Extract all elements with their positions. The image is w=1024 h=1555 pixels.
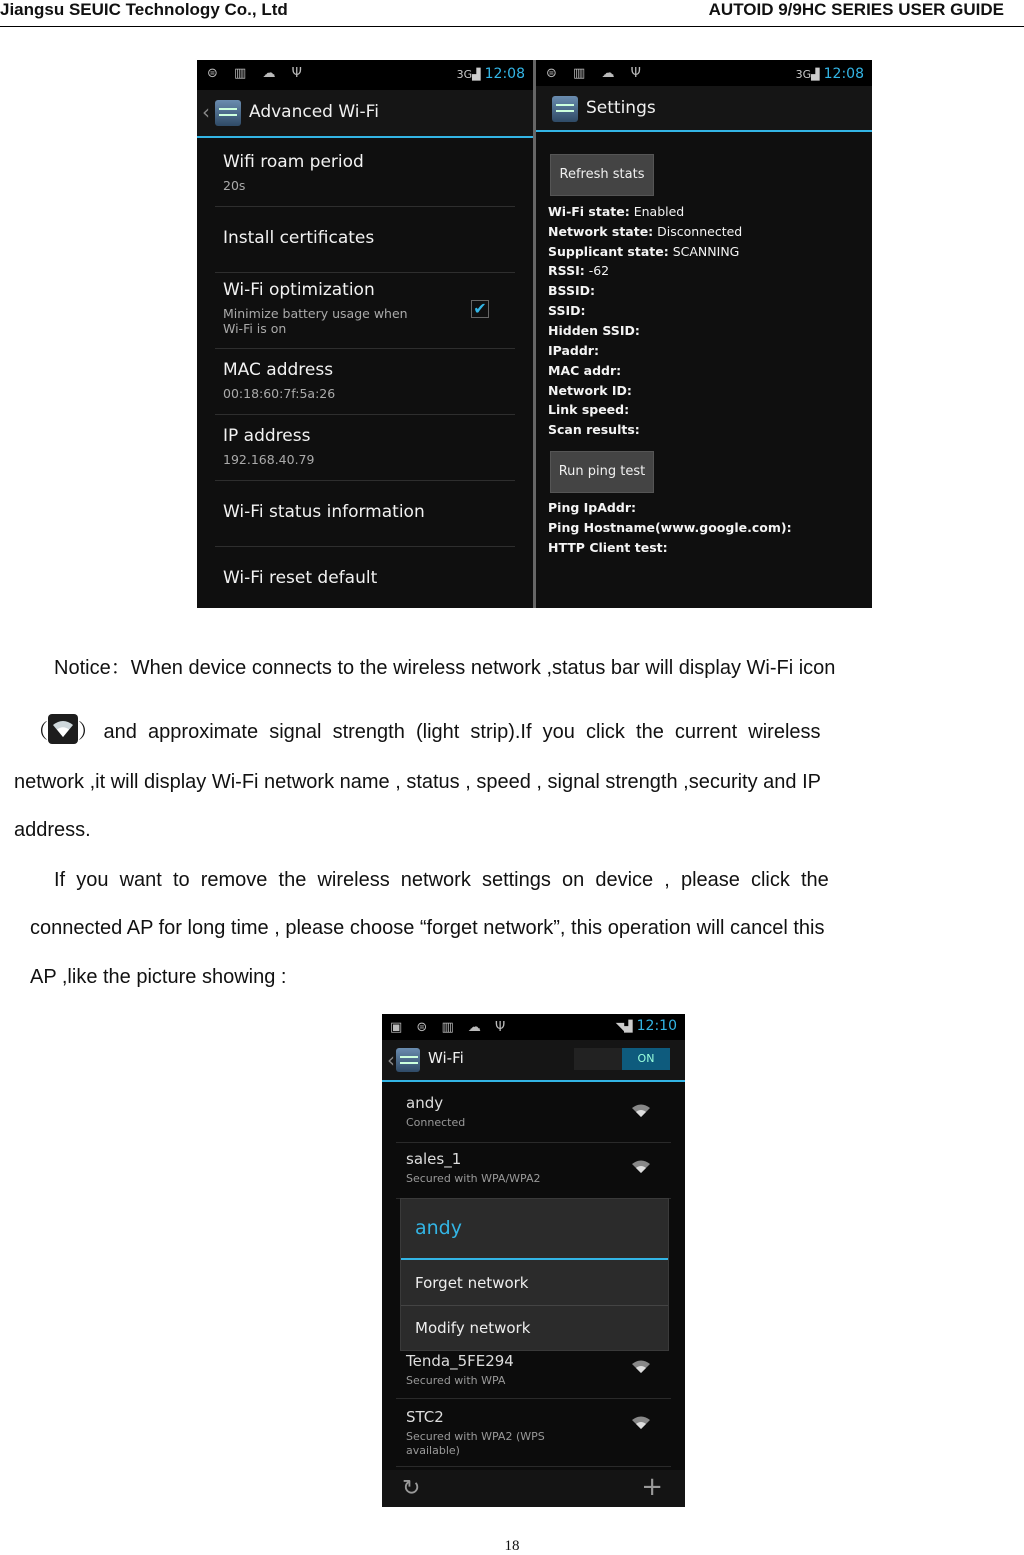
dialog-item-divider	[401, 1305, 668, 1306]
remove-line-2: connected AP for long time , please choose “forget network”, this operation will cancel this	[30, 917, 825, 939]
add-network-icon[interactable]: +	[641, 1472, 663, 1502]
link-speed-line: Link speed:	[548, 402, 630, 417]
pref-title: Wi-Fi optimization	[223, 280, 375, 300]
network-context-dialog	[400, 1198, 669, 1351]
clock: 12:08	[484, 66, 525, 82]
network-name: sales_1	[406, 1150, 462, 1168]
wifi-status-icon	[48, 714, 78, 744]
signal-icon: ◥▟	[615, 1020, 633, 1033]
settings-app-icon	[215, 100, 241, 126]
back-chevron-icon[interactable]: ‹	[202, 100, 210, 124]
company-name: Jiangsu SEUIC Technology Co., Ltd	[0, 0, 288, 19]
pref-title: Wi-Fi status information	[223, 502, 425, 522]
bottom-bar	[382, 1470, 685, 1507]
wifi-signal-icon	[631, 1160, 651, 1174]
remove-line-1: If you want to remove the wireless network settings on device , please click the	[54, 869, 829, 891]
network-state-line: Network state: Disconnected	[548, 224, 743, 239]
ipaddr-line: IPaddr:	[548, 343, 599, 358]
modify-network-option[interactable]: Modify network	[415, 1319, 531, 1337]
network-name: Tenda_5FE294	[406, 1352, 514, 1370]
run-ping-test-button[interactable]: Run ping test	[550, 451, 654, 493]
network-summary: Secured with WPA/WPA2	[406, 1172, 541, 1185]
wifi-signal-icon	[631, 1360, 651, 1374]
mac-addr-line: MAC addr:	[548, 363, 622, 378]
screenshot-wifi-forget	[382, 1014, 685, 1507]
page-header	[0, 0, 1024, 27]
wifi-signal-icon	[631, 1416, 651, 1430]
clock: 12:08	[823, 66, 864, 82]
network-item-stc2[interactable]	[396, 1398, 671, 1467]
hidden-ssid-line: Hidden SSID:	[548, 323, 640, 338]
screen-title: Advanced Wi-Fi	[249, 102, 379, 122]
page-number: 18	[504, 1538, 520, 1554]
clock: 12:10	[636, 1018, 677, 1034]
pref-title: Wi-Fi reset default	[223, 568, 378, 588]
notification-icons: ▣ ⊜ ▥ ☁ Ψ	[390, 1020, 511, 1035]
screenshot-advanced-wifi	[197, 60, 533, 608]
settings-app-icon	[396, 1048, 420, 1072]
notice-line-1: Notice：When device connects to the wireless network ,status bar will display Wi-Fi icon	[54, 657, 836, 679]
rssi-line: RSSI: -62	[548, 263, 610, 278]
remove-line-3: AP ,like the picture showing :	[30, 966, 287, 988]
pref-install-certificates[interactable]	[215, 206, 515, 273]
action-bar[interactable]	[197, 90, 533, 138]
back-chevron-icon[interactable]: ‹	[387, 1048, 395, 1072]
screen-title: Wi-Fi	[428, 1049, 464, 1067]
status-bar	[536, 60, 872, 86]
network-id-line: Network ID:	[548, 383, 632, 398]
action-bar	[382, 1040, 685, 1082]
supplicant-state-line: Supplicant state: SCANNING	[548, 244, 740, 259]
refresh-scan-icon[interactable]: ↻	[402, 1476, 421, 1501]
settings-app-icon	[552, 96, 578, 122]
ping-hostname-line: Ping Hostname(www.google.com):	[548, 520, 792, 535]
notice-line-4: address.	[14, 819, 91, 841]
pref-summary: 20s	[223, 178, 246, 193]
pref-title: MAC address	[223, 360, 334, 380]
scan-results-line: Scan results:	[548, 422, 640, 437]
pref-wifi-roam-period[interactable]	[215, 138, 515, 207]
notification-icons: ⊜ ▥ ☁ Ψ	[546, 66, 647, 81]
checkbox-checked-icon[interactable]: ✔	[471, 300, 489, 318]
status-bar	[382, 1014, 685, 1040]
wifi-toggle-on: ON	[622, 1048, 670, 1070]
network-summary: Secured with WPA2 (WPS available)	[406, 1430, 545, 1457]
pref-summary: 192.168.40.79	[223, 452, 315, 467]
notice-line-3: network ,it will display Wi-Fi network name , status , speed , signal strength ,security and IP	[14, 771, 821, 793]
wifi-state-line: Wi-Fi state: Enabled	[548, 204, 685, 219]
pref-summary: 00:18:60:7f:5a:26	[223, 386, 336, 401]
network-summary: Secured with WPA	[406, 1374, 506, 1387]
dialog-divider	[401, 1258, 668, 1260]
network-name: STC2	[406, 1408, 444, 1426]
network-item-sales-1[interactable]	[396, 1142, 671, 1199]
pref-wifi-status-information[interactable]	[215, 480, 515, 547]
status-bar	[197, 60, 533, 90]
wifi-toggle[interactable]	[574, 1048, 670, 1070]
network-item-andy[interactable]	[396, 1086, 671, 1143]
forget-network-option[interactable]: Forget network	[415, 1274, 529, 1292]
pref-title: Wifi roam period	[223, 152, 364, 172]
action-bar	[536, 86, 872, 132]
signal-icon: 3G▟	[795, 68, 820, 81]
refresh-stats-button[interactable]: Refresh stats	[550, 154, 654, 196]
wifi-signal-icon	[631, 1104, 651, 1118]
screen-title: Settings	[586, 98, 656, 118]
network-summary: Connected	[406, 1116, 466, 1129]
dialog-title: andy	[415, 1217, 462, 1239]
pref-mac-address[interactable]	[215, 348, 515, 415]
pref-ip-address[interactable]	[215, 414, 515, 481]
guide-title: AUTOID 9/9HC SERIES USER GUIDE	[708, 0, 1004, 19]
bssid-line: BSSID:	[548, 283, 595, 298]
http-client-test-line: HTTP Client test:	[548, 540, 668, 555]
pref-wifi-optimization[interactable]	[215, 272, 515, 349]
notice-line-2: （ ） and approximate signal strength (light strip).If you click the current wireless	[28, 714, 1024, 744]
pref-title: IP address	[223, 426, 311, 446]
pref-wifi-reset-default[interactable]	[215, 546, 515, 608]
ping-ipaddr-line: Ping IpAddr:	[548, 500, 636, 515]
notification-icons: ⊜ ▥ ☁ Ψ	[207, 66, 308, 81]
signal-icon: 3G▟	[456, 68, 481, 81]
ssid-line: SSID:	[548, 303, 586, 318]
screenshot-wifi-status	[533, 60, 872, 608]
network-name: andy	[406, 1094, 444, 1112]
pref-title: Install certificates	[223, 228, 375, 248]
pref-summary: Minimize battery usage when Wi-Fi is on	[223, 306, 408, 336]
